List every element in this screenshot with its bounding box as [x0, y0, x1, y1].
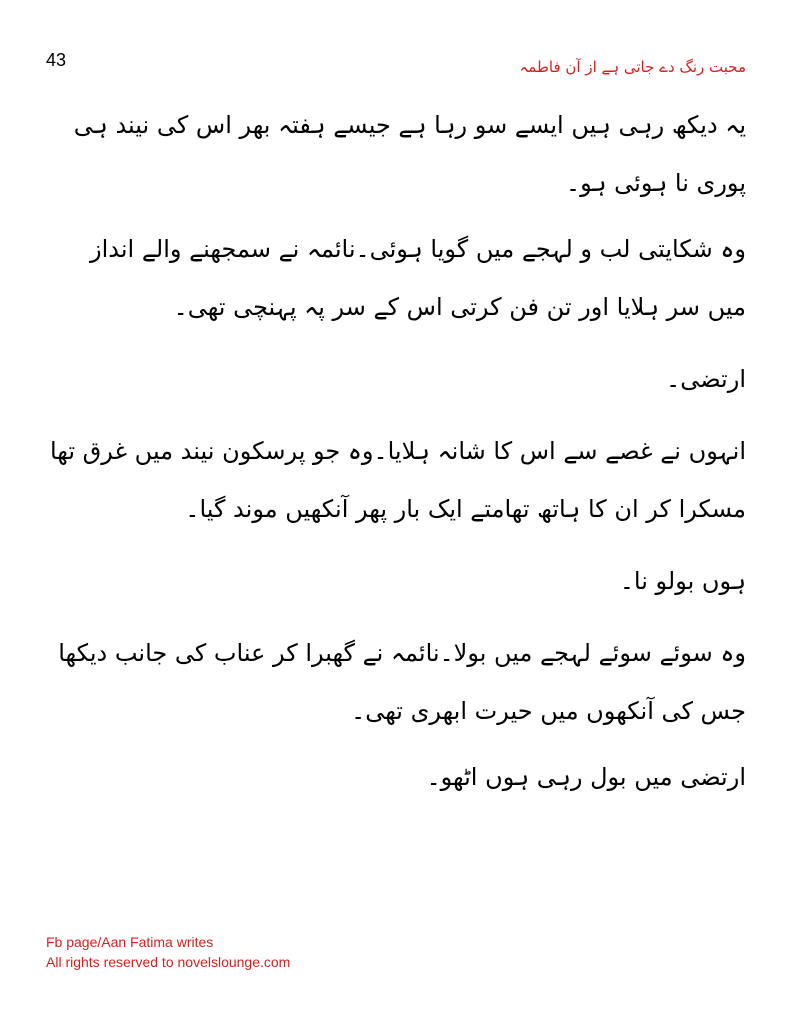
- paragraph-6: وہ سوئے سوئے لہجے میں بولا۔نائمہ نے گھبرا کر عناب کی جانب دیکھا جس کی آنکھوں میں حیرت ابھری تھی۔: [58, 639, 746, 725]
- paragraph-7: ارتضی میں بول رہی ہوں اٹھو۔: [426, 763, 746, 791]
- paragraph-1: یہ دیکھ رہی ہیں ایسے سو رہا ہے جیسے ہفتہ بھر اس کی نیند ہی پوری نا ہوئی ہو۔: [73, 111, 746, 197]
- footer-rights: All rights reserved to novelslounge.com: [46, 954, 291, 970]
- paragraph-2: وہ شکایتی لب و لہجے میں گویا ہوئی۔نائمہ نے سمجھنے والے انداز میں سر ہلایا اور تن فن کرتی اس کے سر پہ پہنچی تھی۔: [90, 235, 746, 321]
- running-header: محبت رنگ دے جاتی ہے از آن فاطمہ: [519, 58, 746, 76]
- paragraph-3: ارتضی۔: [666, 365, 746, 393]
- page-number: 43: [46, 50, 67, 70]
- paragraph-4: انہوں نے غصے سے اس کا شانہ ہلایا۔وہ جو پرسکون نیند میں غرق تھا مسکرا کر ان کا ہاتھ تھامتے ایک بار پھر آنکھیں موند گیا۔: [49, 437, 746, 523]
- paragraph-5: ہوں بولو نا۔: [619, 567, 746, 595]
- body-text: [46, 96, 746, 806]
- footer: [46, 932, 290, 972]
- footer-fb-page: Fb page/Aan Fatima writes: [46, 934, 214, 950]
